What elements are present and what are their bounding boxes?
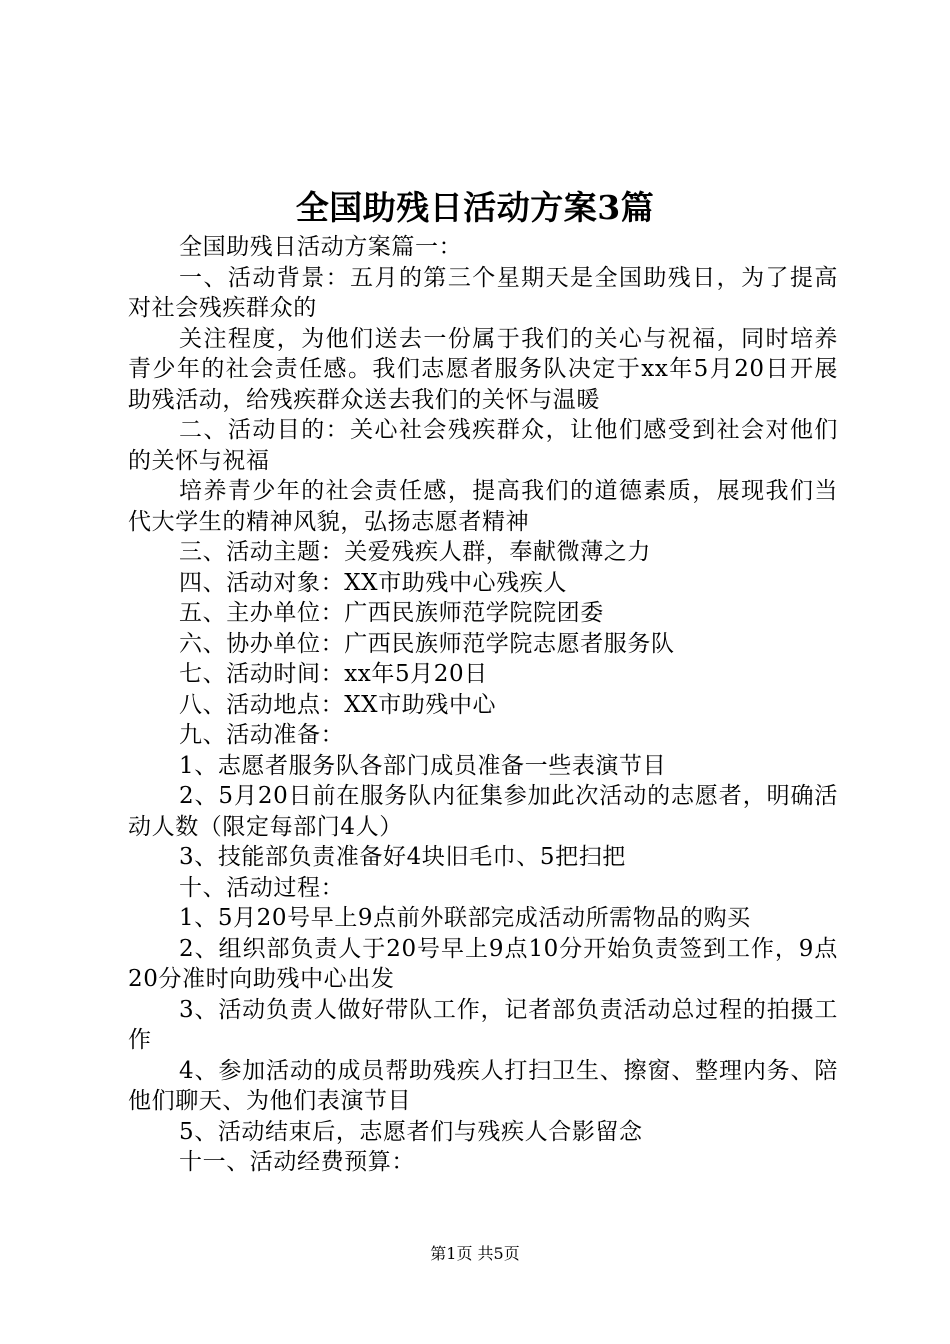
paragraph: 全国助残日活动方案篇一： xyxy=(179,234,463,260)
paragraph: 3、活动负责人做好带队工作，记者部负责活动总过程的拍摄工作 xyxy=(128,996,838,1053)
document-title: 全国助残日活动方案3篇 xyxy=(295,188,655,227)
paragraph: 4、参加活动的成员帮助残疾人打扫卫生、擦窗、整理内务、陪他们聊天、为他们表演节目 xyxy=(128,1057,838,1114)
paragraph: 1、志愿者服务队各部门成员准备一些表演节目 xyxy=(179,752,667,779)
paragraph: 四、活动对象：XX市助残中心残疾人 xyxy=(179,569,567,596)
paragraph: 1、5月20号早上9点前外联部完成活动所需物品的购买 xyxy=(179,905,751,931)
paragraph: 3、技能部负责准备好4块旧毛巾、5把扫把 xyxy=(179,844,626,870)
paragraph: 十、活动过程： xyxy=(179,874,345,901)
paragraph: 2、5月20日前在服务队内征集参加此次活动的志愿者，明确活动人数（限定每部门4人） xyxy=(128,783,838,840)
paragraph: 十一、活动经费预算： xyxy=(179,1149,415,1175)
page-number-footer: 第1页 共5页 xyxy=(430,1244,520,1263)
paragraph: 九、活动准备： xyxy=(179,722,345,748)
paragraph: 五、主办单位：广西民族师范学院院团委 xyxy=(179,600,604,626)
paragraph: 二、活动目的：关心社会残疾群众，让他们感受到社会对他们的关怀与祝福 xyxy=(128,417,838,474)
paragraph: 六、协办单位：广西民族师范学院志愿者服务队 xyxy=(179,630,675,657)
paragraph: 八、活动地点：XX市助残中心 xyxy=(179,691,497,718)
paragraph: 5、活动结束后，志愿者们与残疾人合影留念 xyxy=(179,1118,643,1145)
paragraph: 2、组织部负责人于20号早上9点10分开始负责签到工作，9点20分准时向助残中心出发 xyxy=(128,935,838,992)
paragraph: 关注程度，为他们送去一份属于我们的关心与祝福，同时培养青少年的社会责任感。我们志愿者服务队决定于xx年5月20日开展助残活动，给残疾群众送去我们的关怀与温暖 xyxy=(128,325,838,413)
paragraph: 一、活动背景：五月的第三个星期天是全国助残日，为了提高对社会残疾群众的 xyxy=(128,264,838,321)
paragraph: 三、活动主题：关爱残疾人群，奉献微薄之力 xyxy=(179,539,651,565)
document-body xyxy=(128,232,838,1178)
paragraph: 七、活动时间：xx年5月20日 xyxy=(179,661,488,687)
paragraph: 培养青少年的社会责任感，提高我们的道德素质，展现我们当代大学生的精神风貌，弘扬志愿者精神 xyxy=(128,478,838,535)
